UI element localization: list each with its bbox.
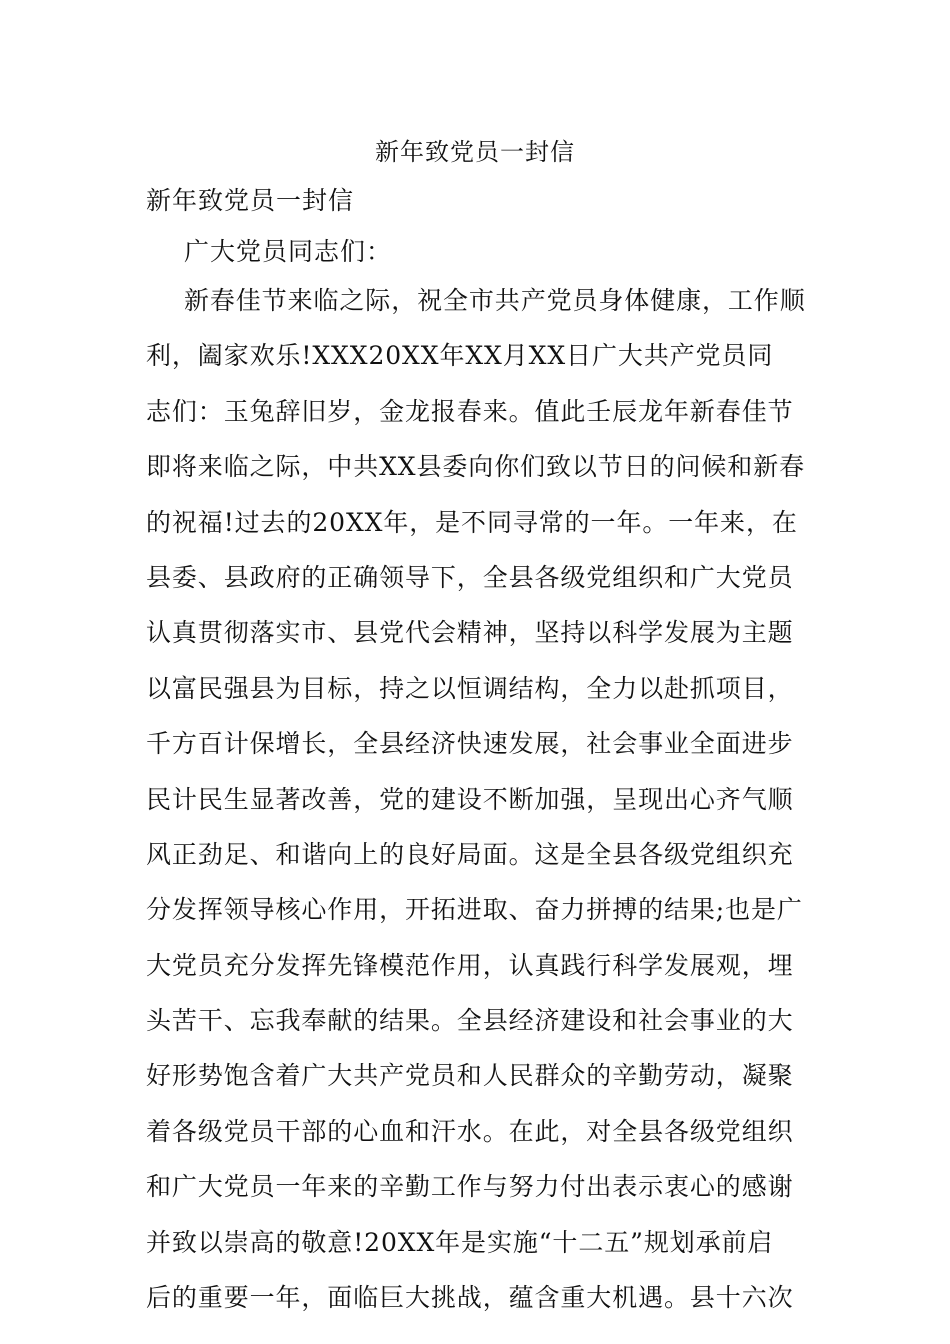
body-line: 分发挥领导核心作用，开拓进取、奋力拼搏的结果;也是广 (146, 895, 803, 925)
body-line: 着各级党员干部的心血和汗水。在此，对全县各级党组织 (146, 1116, 794, 1146)
body-line: 即将来临之际，中共XX县委向你们致以节日的问候和新春 (146, 452, 805, 482)
greeting-line: 广大党员同志们： (184, 237, 393, 266)
document-title: 新年致党员一封信 (375, 138, 575, 166)
body-line: 的祝福!过去的20XX年，是不同寻常的一年。一年来，在 (146, 507, 798, 537)
body-line: 风正劲足、和谐向上的良好局面。这是全县各级党组织充 (146, 839, 794, 869)
body-line: 志们：玉兔辞旧岁，金龙报春来。值此壬辰龙年新春佳节 (146, 396, 794, 426)
body-line: 民计民生显著改善，党的建设不断加强，呈现出心齐气顺 (146, 784, 794, 814)
body-line: 千方百计保增长，全县经济快速发展，社会事业全面进步 (146, 729, 794, 759)
body-line: 认真贯彻落实市、县党代会精神，坚持以科学发展为主题 (146, 618, 794, 648)
body-line: 后的重要一年，面临巨大挑战，蕴含重大机遇。县十六次 (146, 1283, 794, 1313)
body-line: 大党员充分发挥先锋模范作用，认真践行科学发展观，埋 (146, 950, 794, 980)
body-line: 利，阖家欢乐!XXX20XX年XX月XX日广大共产党员同 (146, 341, 774, 371)
body-line: 县委、县政府的正确领导下，全县各级党组织和广大党员 (146, 562, 794, 592)
body-line: 头苦干、忘我奉献的结果。全县经济建设和社会事业的大 (146, 1006, 794, 1036)
body-line: 好形势饱含着广大共产党员和人民群众的辛勤劳动，凝聚 (146, 1061, 794, 1091)
body-line: 和广大党员一年来的辛勤工作与努力付出表示衷心的感谢 (146, 1172, 794, 1202)
document-subtitle: 新年致党员一封信 (146, 186, 355, 215)
body-line: 并致以崇高的敬意!20XX年是实施“十二五”规划承前启 (146, 1227, 774, 1257)
body-line: 新春佳节来临之际，祝全市共产党员身体健康，工作顺 (184, 286, 806, 315)
body-line: 以富民强县为目标，持之以恒调结构，全力以赴抓项目， (146, 673, 794, 703)
letter-body (146, 283, 816, 1335)
